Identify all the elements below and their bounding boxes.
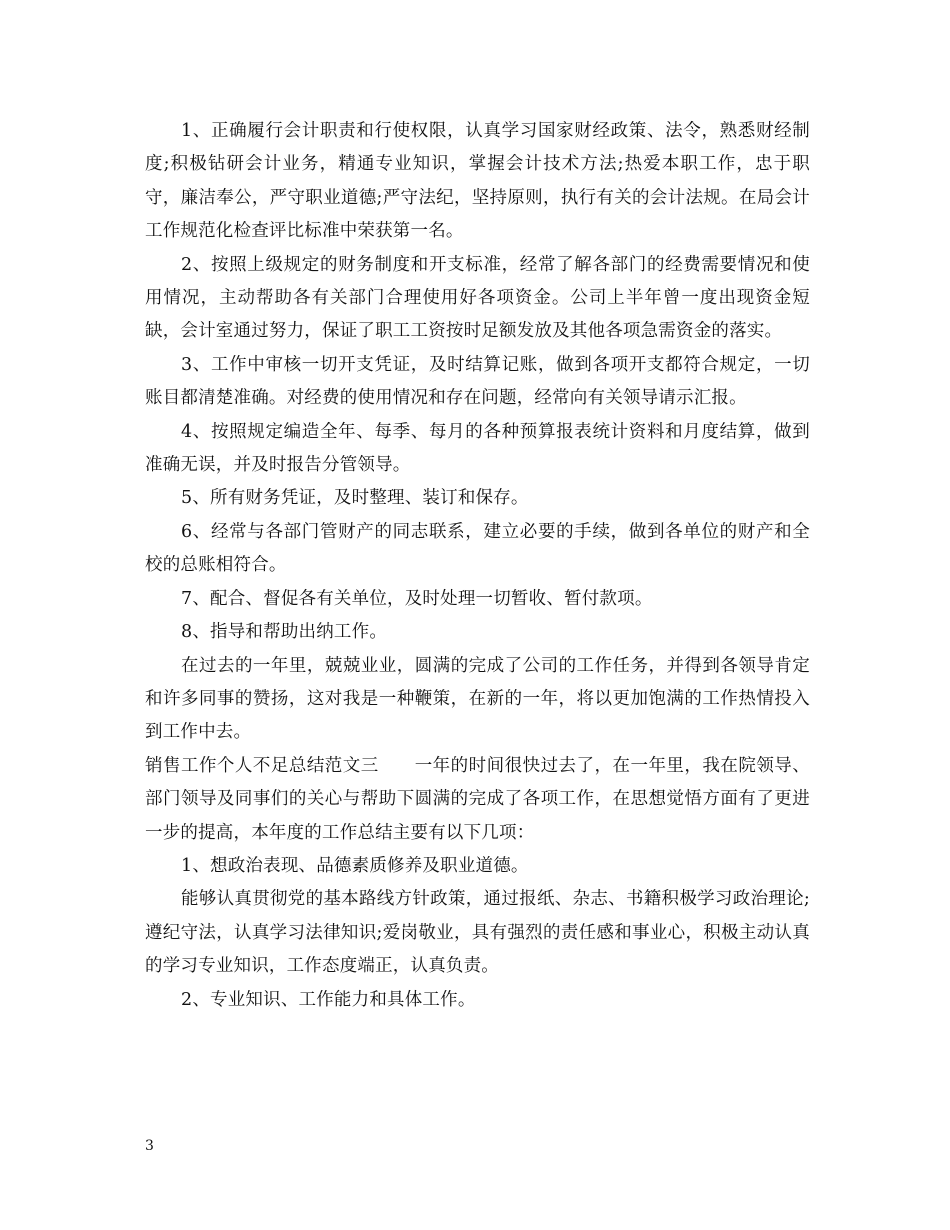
page-number: 3	[145, 1138, 154, 1154]
paragraph-item-8: 8、指导和帮助出纳工作。	[181, 622, 388, 643]
paragraph-item-political: 1、想政治表现、品德素质修养及职业道德。	[181, 855, 529, 876]
paragraph-item-4: 4、按照规定编造全年、每季、每月的各种预算报表统计资料和月度结算，做到准确无误，并及时报告分管领导。	[145, 421, 810, 476]
paragraph-item-3: 3、工作中审核一切开支凭证，及时结算记账，做到各项开支都符合规定，一切账目都清楚准确。对经费的使用情况和存在问题，经常向有关领导请示汇报。	[145, 354, 810, 409]
section-three-intro: 销售工作个人不足总结范文三 一年的时间很快过去了，在一年里，我在院领导、部门领导及同事们的关心与帮助下圆满的完成了各项工作，在思想觉悟方面有了更进一步的提高，本年度的工作总结主要有以下几项：	[145, 755, 810, 843]
paragraph-item-5: 5、所有财务凭证，及时整理、装订和保存。	[181, 488, 529, 509]
paragraph-summary: 在过去的一年里，兢兢业业，圆满的完成了公司的工作任务，并得到各领导肯定和许多同事的赞扬，这对我是一种鞭策，在新的一年，将以更加饱满的工作热情投入到工作中去。	[145, 655, 810, 743]
paragraph-political-detail: 能够认真贯彻党的基本路线方针政策，通过报纸、杂志、书籍积极学习政治理论;遵纪守法，认真学习法律知识;爱岗敬业，具有强烈的责任感和事业心，积极主动认真的学习专业知识，工作态度端正，认真负责。	[145, 889, 810, 977]
document-body	[145, 115, 810, 1017]
paragraph-item-6: 6、经常与各部门管财产的同志联系，建立必要的手续，做到各单位的财产和全校的总账相符合。	[145, 521, 810, 576]
paragraph-item-professional: 2、专业知识、工作能力和具体工作。	[181, 989, 476, 1010]
paragraph-item-2: 2、按照上级规定的财务制度和开支标准，经常了解各部门的经费需要情况和使用情况，主动帮助各有关部门合理使用好各项资金。公司上半年曾一度出现资金短缺，会计室通过努力，保证了职工工资按时足额发放及其他各项急需资金的落实。	[145, 254, 810, 342]
paragraph-item-1: 1、正确履行会计职责和行使权限，认真学习国家财经政策、法令，熟悉财经制度;积极钻研会计业务，精通专业知识，掌握会计技术方法;热爱本职工作，忠于职守，廉洁奉公，严守职业道德;严守法纪，坚持原则，执行有关的会计法规。在局会计工作规范化检查评比标准中荣获第一名。	[145, 121, 810, 242]
paragraph-item-7: 7、配合、督促各有关单位，及时处理一切暂收、暂付款项。	[181, 588, 653, 609]
